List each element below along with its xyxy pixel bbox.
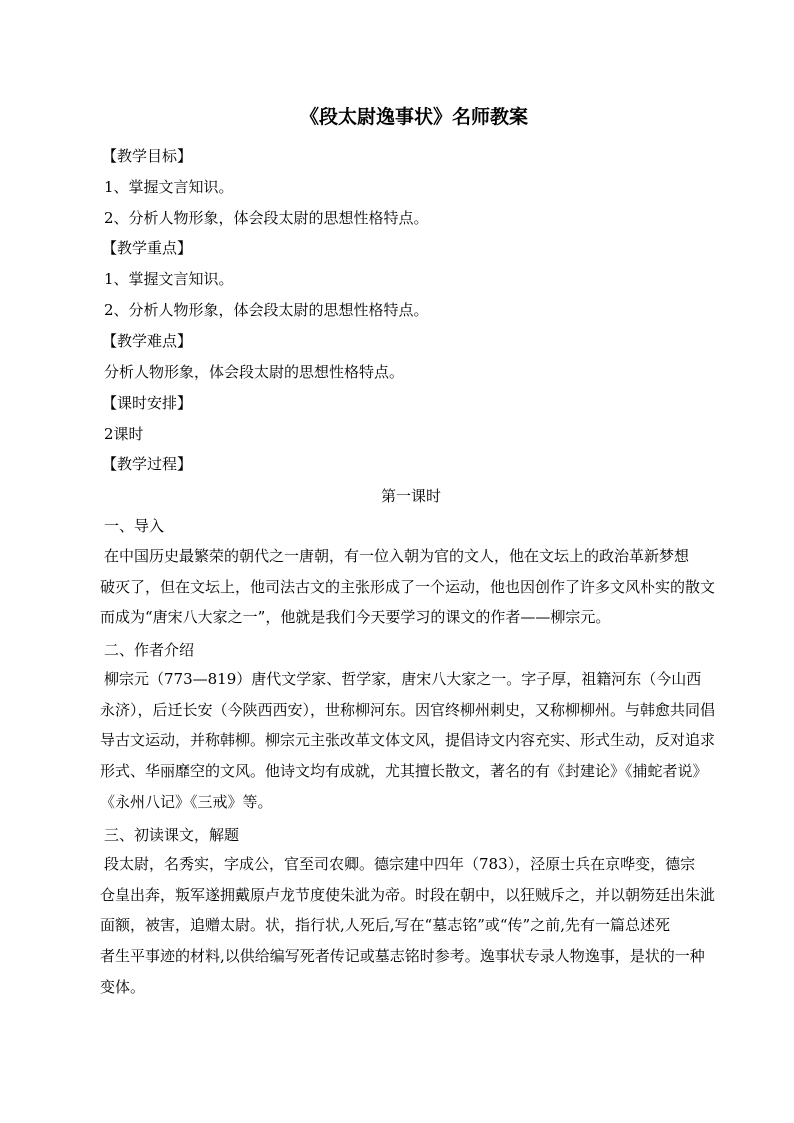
goal-item-2: 2、分析人物形象，体会段太尉的思想性格特点。 [104, 209, 429, 227]
author-line: 《永州八记》《三戒》等。 [100, 792, 273, 811]
author-paragraph [100, 664, 716, 818]
author-line: 柳宗元（773—819）唐代文学家、哲学家，唐宋八大家之一。字子厚，祖籍河东（今山西 [104, 670, 702, 688]
reading-heading: 三、初读课文，解题 [104, 826, 240, 844]
reading-line: 者生平事迹的材料,以供给编写死者传记或墓志铭时参考。逸事状专录人物逸事，是状的一种 [100, 947, 705, 966]
author-heading: 二、作者介绍 [104, 641, 195, 659]
key-item-1: 1、掌握文言知识。 [104, 270, 234, 288]
process-heading: 【教学过程】 [102, 455, 193, 473]
schedule-item-1: 2课时 [104, 425, 144, 443]
difficulty-heading: 【教学难点】 [102, 332, 193, 350]
key-heading: 【教学重点】 [102, 239, 193, 257]
intro-line: 在中国历史最繁荣的朝代之一唐朝，有一位入朝为官的文人，他在文坛上的政治革新梦想 [104, 547, 690, 565]
author-line: 形式、华丽靡空的文风。他诗文均有成就，尤其擅长散文，著名的有《封建论》《捕蛇者说》 [100, 762, 708, 781]
schedule-heading: 【课时安排】 [102, 394, 193, 412]
reading-paragraph [100, 849, 716, 1003]
goal-heading: 【教学目标】 [102, 147, 193, 165]
intro-heading: 一、导入 [104, 517, 165, 535]
reading-line: 段太尉，名秀实，字成公，官至司农卿。德宗建中四年（783），泾原士兵在京哗变，德宗 [104, 855, 696, 873]
reading-line: 变体。 [100, 977, 146, 996]
lesson-title: 第一课时 [380, 487, 441, 505]
document-title: 《段太尉逸事状》名师教案 [299, 106, 528, 128]
intro-line: 而成为“唐宋八大家之一”，他就是我们今天要学习的课文的作者——柳宗元。 [100, 608, 611, 627]
author-line: 导古文运动，并称韩柳。柳宗元主张改革文体文风，提倡诗文内容充实、形式生动，反对追求 [100, 731, 716, 750]
intro-paragraph [100, 541, 716, 633]
goal-item-1: 1、掌握文言知识。 [104, 178, 234, 196]
reading-line: 面额，被害，追赠太尉。状，指行状,人死后,写在“墓志铭”或“传”之前,先有一篇总述死 [100, 916, 670, 935]
intro-line: 破灭了，但在文坛上，他司法古文的主张形成了一个运动，他也因创作了许多文风朴实的散文 [100, 577, 716, 596]
key-item-2: 2、分析人物形象，体会段太尉的思想性格特点。 [104, 301, 429, 319]
author-line: 永济），后迁长安（今陕西西安），世称柳河东。因官终柳州刺史，又称柳柳州。与韩愈共同倡 [100, 700, 716, 719]
reading-line: 仓皇出奔，叛军遂拥戴原卢龙节度使朱泚为帝。时段在朝中，以狂贼斥之，并以朝笏廷出朱泚 [100, 885, 716, 904]
difficulty-item-1: 分析人物形象，体会段太尉的思想性格特点。 [104, 363, 405, 381]
